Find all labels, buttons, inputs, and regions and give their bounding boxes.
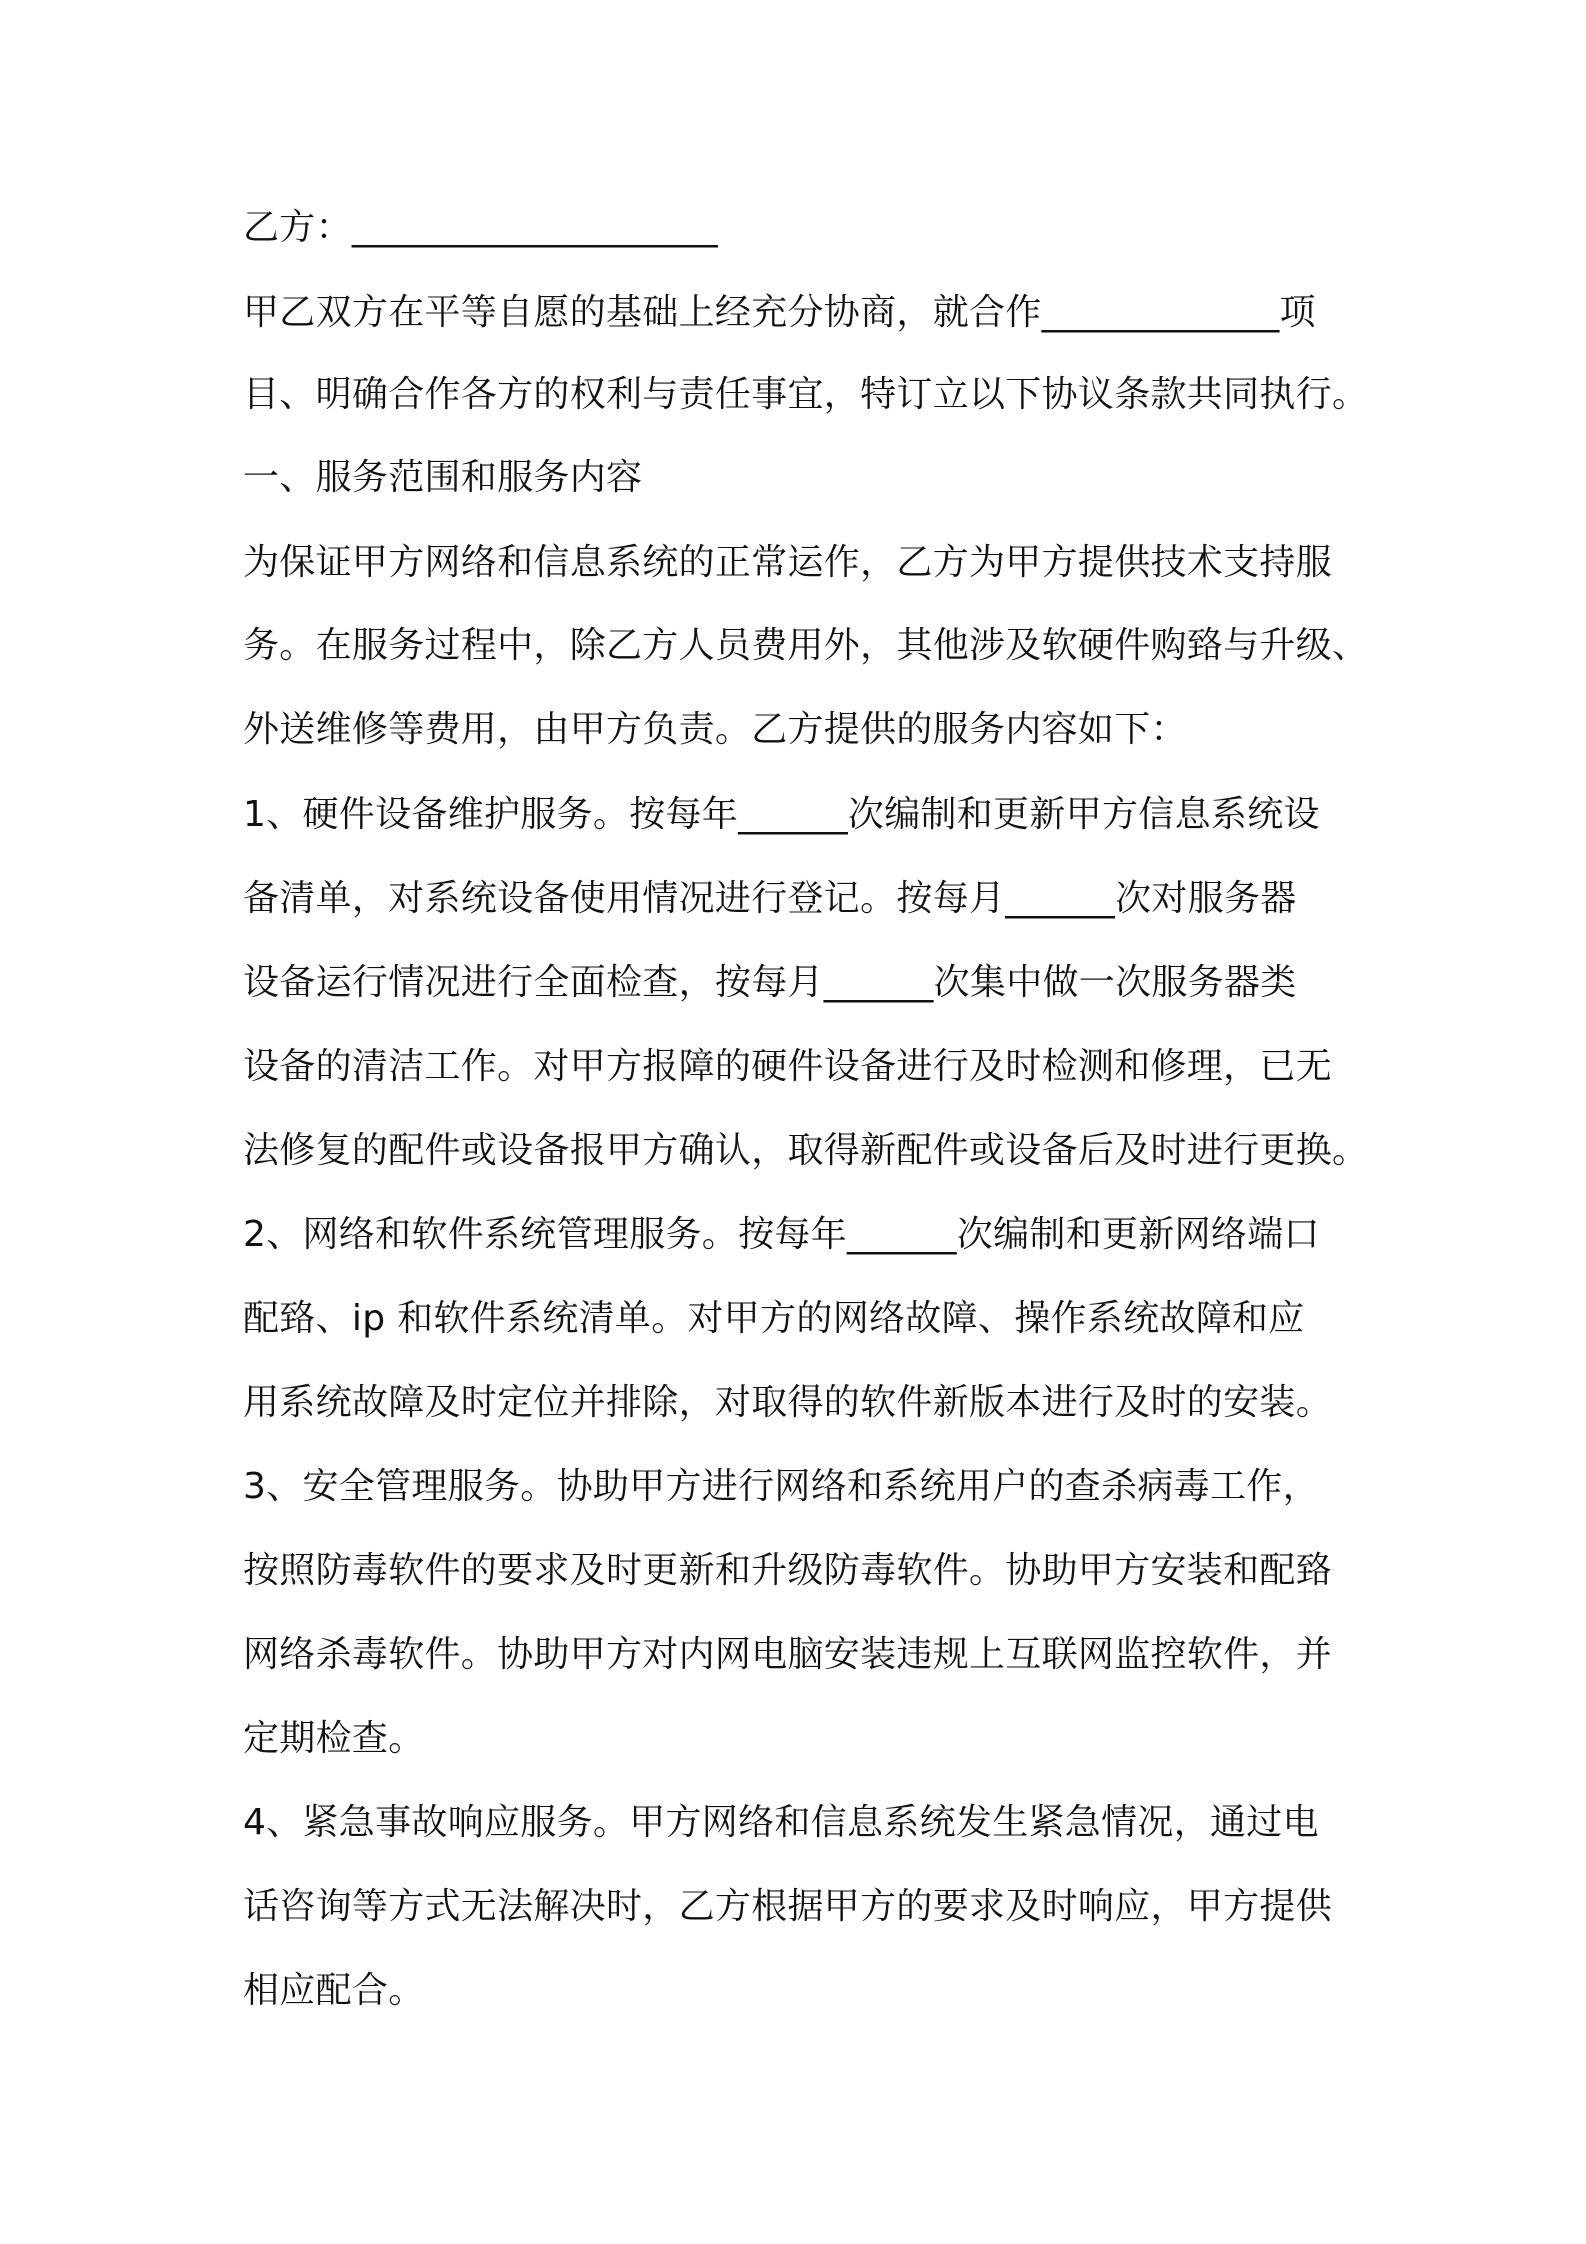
paragraph-line: 目、明确合作各方的权利与责任事宜，特订立以下协议条款共同执行。 — [243, 374, 1369, 415]
paragraph-line: 相应配合。 — [243, 1970, 425, 2011]
paragraph-line: 网络杀毒软件。协助甲方对内网电脑安装违规上互联网监控软件，并 — [243, 1634, 1333, 1675]
paragraph-line: 话咨询等方式无法解决时，乙方根据甲方的要求及时响应，甲方提供 — [243, 1886, 1333, 1927]
paragraph-line: 设备的清洁工作。对甲方报障的硬件设备进行及时检测和修理，已无 — [243, 1046, 1333, 1087]
paragraph-line: 甲乙双方在平等自愿的基础上经充分协商，就合作_____________项 — [243, 292, 1316, 333]
paragraph-line: 用系统故障及时定位并排除，对取得的软件新版本进行及时的安装。 — [243, 1382, 1333, 1423]
paragraph-line: 为保证甲方网络和信息系统的正常运作，乙方为甲方提供技术支持服 — [243, 542, 1333, 583]
paragraph-line: 2、网络和软件系统管理服务。按每年______次编制和更新网络端口 — [243, 1214, 1320, 1255]
paragraph-line: 备清单，对系统设备使用情况进行登记。按每月______次对服务器 — [243, 878, 1297, 919]
paragraph-line: 外送维修等费用，由甲方负责。乙方提供的服务内容如下： — [243, 709, 1187, 750]
paragraph-line: 1、硬件设备维护服务。按每年______次编制和更新甲方信息系统设 — [243, 794, 1320, 835]
paragraph-line: 4、紧急事故响应服务。甲方网络和信息系统发生紧急情况，通过电 — [243, 1802, 1319, 1843]
paragraph-line: 配臵、ip 和软件系统清单。对甲方的网络故障、操作系统故障和应 — [243, 1298, 1305, 1339]
paragraph-line: 定期检查。 — [243, 1718, 425, 1759]
section-heading: 一、服务范围和服务内容 — [243, 457, 643, 498]
paragraph-line: 务。在服务过程中，除乙方人员费用外，其他涉及软硬件购臵与升级、 — [243, 625, 1369, 666]
paragraph-line: 3、安全管理服务。协助甲方进行网络和系统用户的查杀病毒工作， — [243, 1466, 1319, 1507]
paragraph-line: 法修复的配件或设备报甲方确认，取得新配件或设备后及时进行更换。 — [243, 1130, 1369, 1171]
paragraph-line: 设备运行情况进行全面检查，按每月______次集中做一次服务器类 — [243, 962, 1297, 1003]
paragraph-line: 按照防毒软件的要求及时更新和升级防毒软件。协助甲方安装和配臵 — [243, 1550, 1333, 1591]
party-b-line: 乙方：____________________ — [243, 207, 718, 248]
